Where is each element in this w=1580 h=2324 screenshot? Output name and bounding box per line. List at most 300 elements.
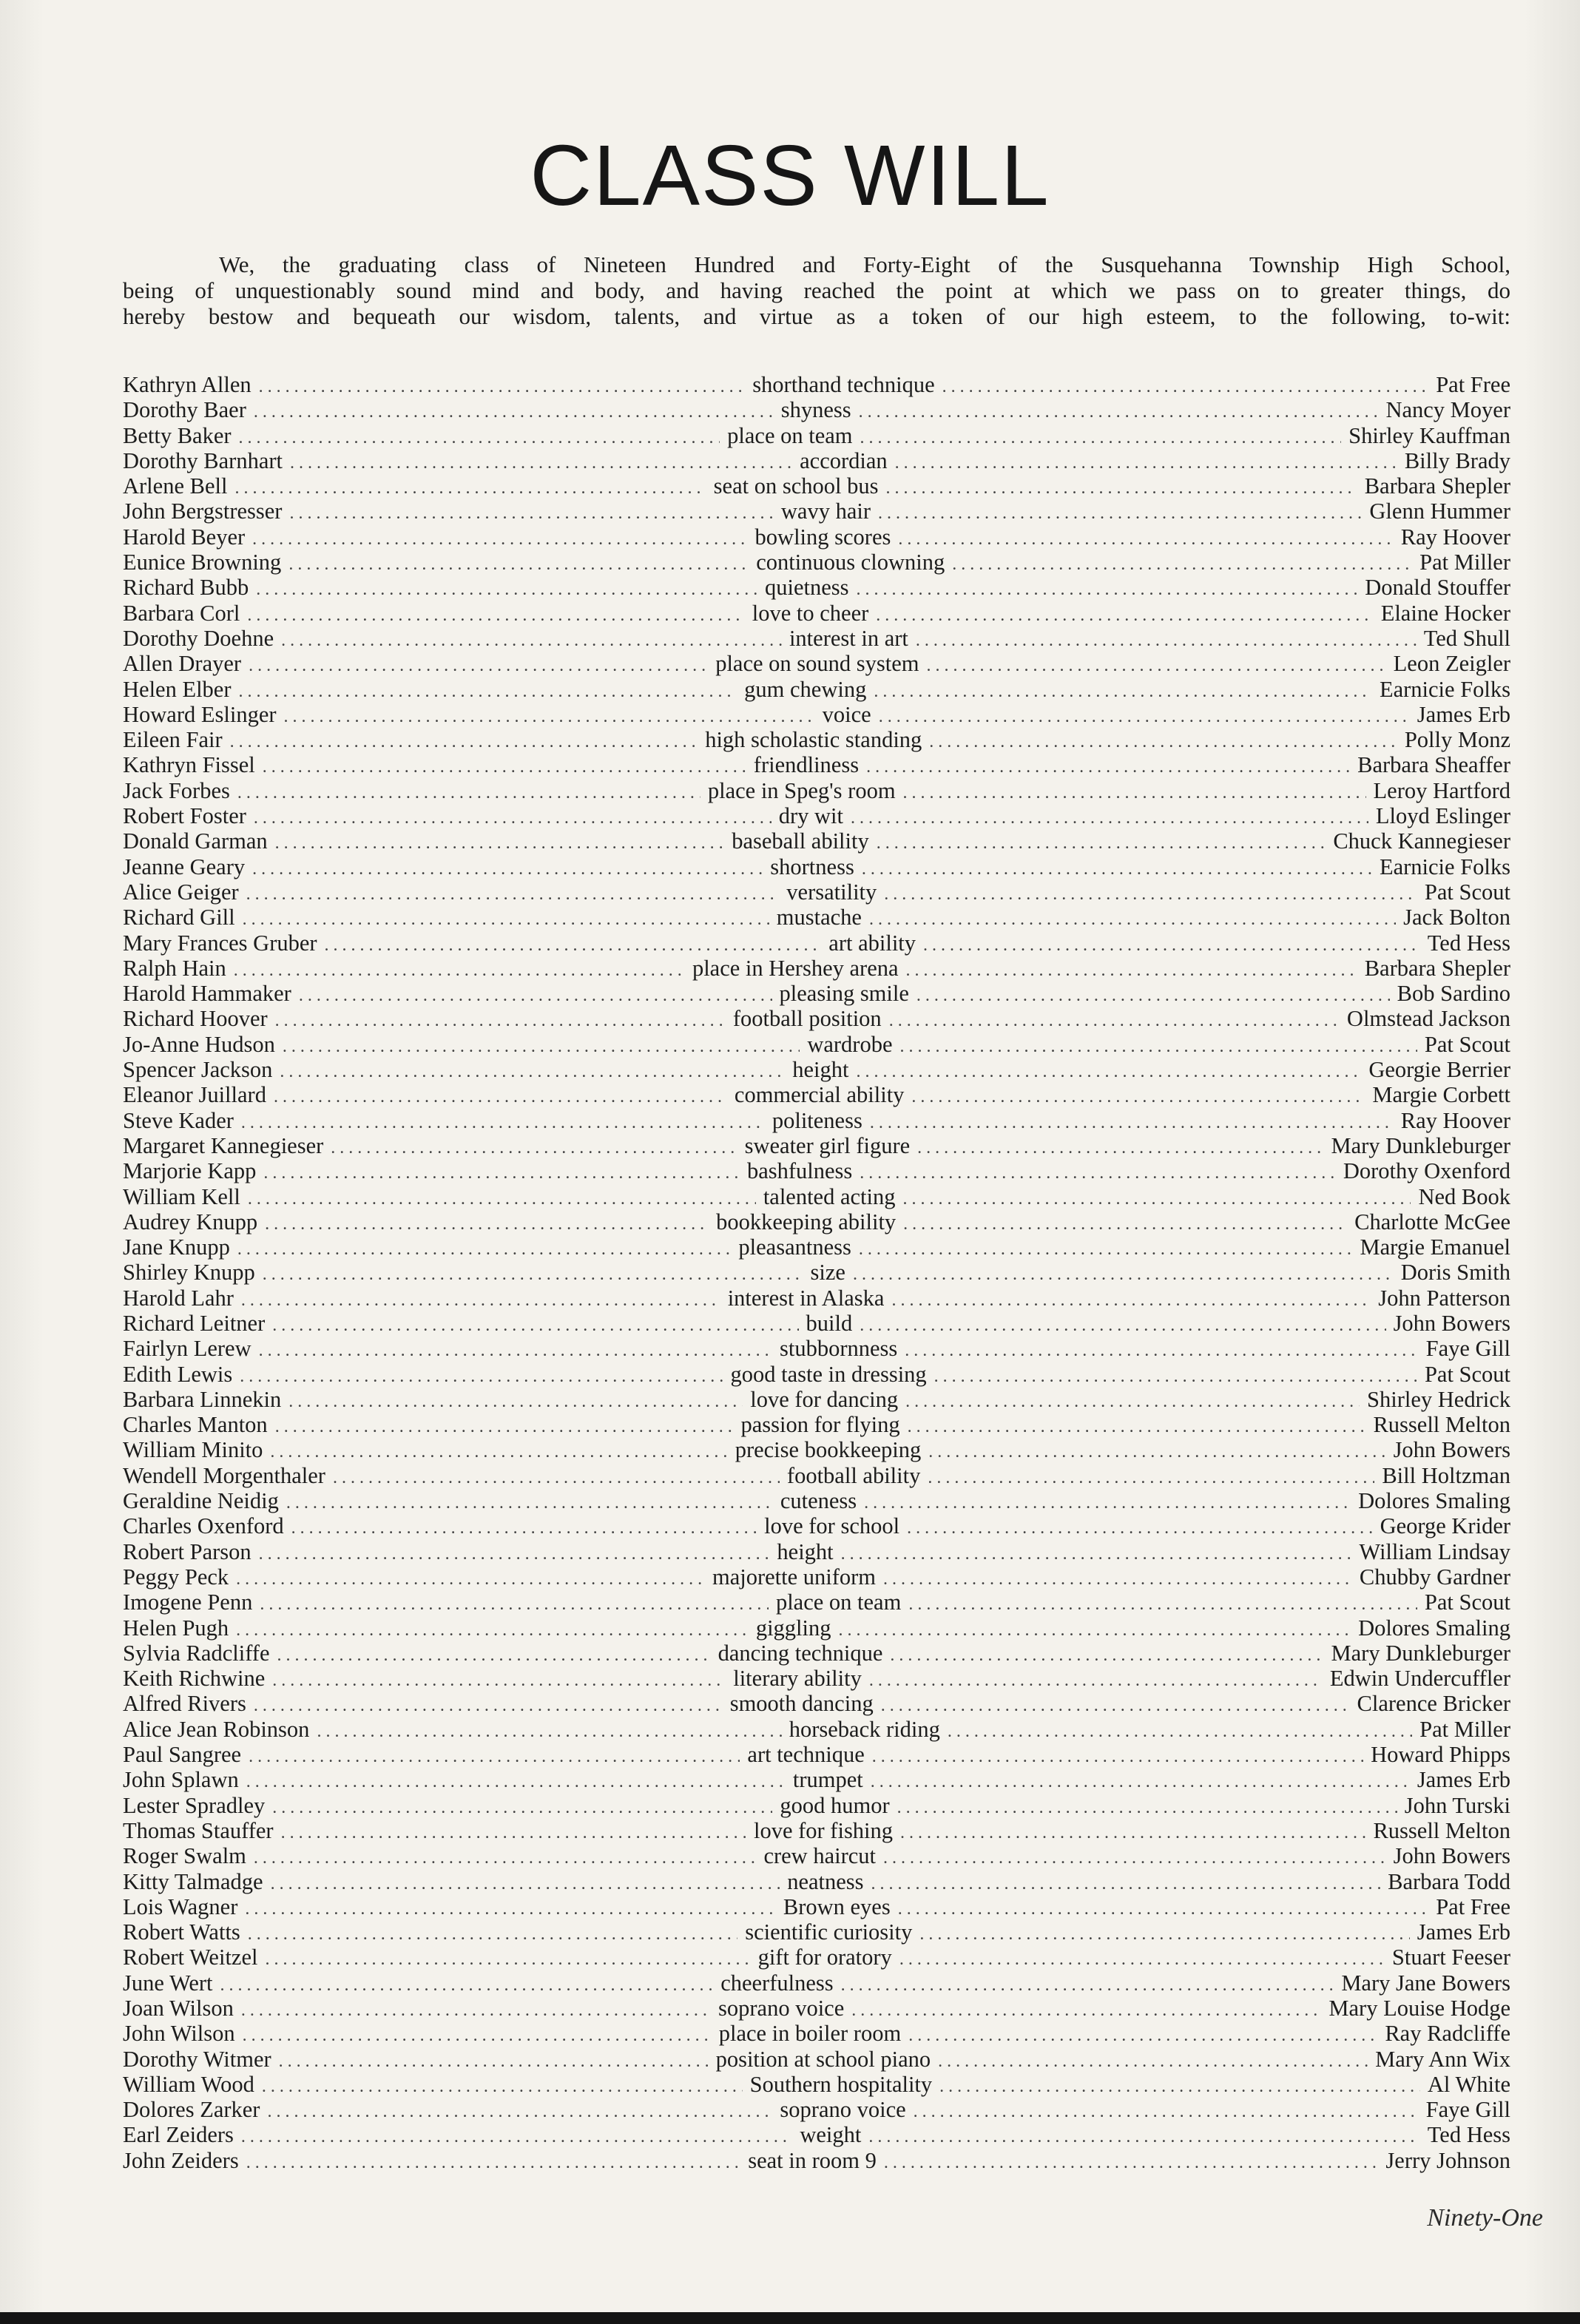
dot-leader xyxy=(862,857,1372,882)
bequest-heir: James Erb xyxy=(1417,1919,1510,1945)
bequest-row xyxy=(123,1818,1510,1843)
dot-leader xyxy=(239,425,720,450)
bequest-giver: Ralph Hain xyxy=(123,955,226,981)
bequest-item: gum chewing xyxy=(744,676,867,702)
dot-leader xyxy=(890,1643,1323,1668)
dot-leader xyxy=(267,2099,772,2124)
bequest-item: height xyxy=(777,1538,834,1564)
bequest-giver: Dorothy Doehne xyxy=(123,625,274,651)
bequest-item: scientific curiosity xyxy=(745,1919,913,1945)
bequest-item: wardrobe xyxy=(807,1031,893,1057)
bequest-row xyxy=(123,752,1510,777)
bequest-row xyxy=(123,1488,1510,1513)
dot-leader xyxy=(864,1490,1351,1516)
dot-leader xyxy=(299,983,772,1008)
bequest-heir: James Erb xyxy=(1417,701,1510,727)
bequest-item: passion for flying xyxy=(740,1412,900,1438)
dot-leader xyxy=(241,1288,720,1313)
dot-leader xyxy=(263,1161,740,1186)
dot-leader xyxy=(908,2023,1377,2048)
dot-leader xyxy=(911,1084,1365,1109)
dot-leader xyxy=(230,729,698,754)
bequest-giver: Margaret Kannegieser xyxy=(123,1132,324,1158)
bequest-row xyxy=(123,1311,1510,1336)
dot-leader xyxy=(243,2023,712,2048)
dot-leader xyxy=(906,958,1357,983)
dot-leader xyxy=(256,577,757,602)
bequest-heir: Dolores Smaling xyxy=(1358,1615,1510,1641)
bequest-giver: Alfred Rivers xyxy=(123,1691,246,1717)
dot-leader xyxy=(903,1212,1347,1237)
bequest-giver: Paul Sangree xyxy=(123,1742,242,1768)
bequest-row xyxy=(123,1843,1510,1868)
dot-leader xyxy=(853,1262,1394,1287)
dot-leader xyxy=(914,2099,1419,2124)
bequest-row xyxy=(123,2148,1510,2173)
bequest-item: football position xyxy=(732,1006,882,1032)
bequest-heir: Doris Smith xyxy=(1400,1260,1511,1286)
bequest-heir: Mary Jane Bowers xyxy=(1341,1970,1511,1996)
bequest-item: quietness xyxy=(764,575,849,601)
bequest-item: cheerfulness xyxy=(720,1970,834,1996)
bequest-row xyxy=(123,1641,1510,1666)
bequest-row xyxy=(123,1539,1510,1564)
bequest-heir: John Patterson xyxy=(1378,1285,1510,1311)
dot-leader xyxy=(254,1693,723,1718)
bequest-item: dancing technique xyxy=(718,1640,883,1666)
bequest-giver: Harold Hammaker xyxy=(123,981,291,1007)
bequest-giver: Kitty Talmadge xyxy=(123,1868,263,1894)
dot-leader xyxy=(234,476,706,501)
dot-leader xyxy=(288,552,749,577)
bequest-row xyxy=(123,2047,1510,2072)
dot-leader xyxy=(898,527,1393,552)
dot-leader xyxy=(866,754,1350,780)
dot-leader xyxy=(277,1643,711,1668)
bequest-item: shortness xyxy=(770,854,854,879)
dot-leader xyxy=(877,831,1326,856)
bequest-giver: Audrey Knupp xyxy=(123,1209,258,1234)
bequest-row xyxy=(123,473,1510,499)
bequest-heir: William Lindsay xyxy=(1359,1538,1510,1564)
bequest-item: size xyxy=(810,1260,845,1286)
dot-leader xyxy=(859,399,1379,425)
dot-leader xyxy=(247,603,744,628)
bequest-row xyxy=(123,1082,1510,1107)
bequest-row xyxy=(123,677,1510,702)
bequest-giver: Peggy Peck xyxy=(123,1564,229,1590)
bequest-giver: John Wilson xyxy=(123,2021,235,2047)
bequest-giver: Dorothy Barnhart xyxy=(123,447,283,473)
bequest-row xyxy=(123,1032,1510,1057)
bequest-item: build xyxy=(806,1310,853,1336)
dot-leader xyxy=(948,1719,1412,1744)
bequest-giver: Robert Watts xyxy=(123,1919,240,1945)
bequest-item: place on team xyxy=(727,422,853,448)
dot-leader xyxy=(934,1364,1417,1389)
dot-leader xyxy=(942,374,1429,399)
dot-leader xyxy=(929,729,1397,754)
bequest-item: love for school xyxy=(764,1513,900,1539)
bequest-heir: Polly Monz xyxy=(1404,727,1511,753)
bequest-item: good taste in dressing xyxy=(730,1361,927,1387)
dot-leader xyxy=(288,1389,743,1414)
bequest-item: art technique xyxy=(747,1742,865,1768)
intro-paragraph xyxy=(123,251,1510,329)
bequest-row xyxy=(123,1260,1510,1285)
bequest-heir: John Bowers xyxy=(1393,1310,1510,1336)
dot-leader xyxy=(899,1034,1417,1059)
bequest-giver: Richard Leitner xyxy=(123,1310,266,1336)
bequest-item: neatness xyxy=(787,1868,864,1894)
bequest-giver: Harold Lahr xyxy=(123,1285,234,1311)
dot-leader xyxy=(265,1212,709,1237)
bequest-giver: Dolores Zarker xyxy=(123,2097,260,2123)
bequest-item: pleasantness xyxy=(738,1234,851,1260)
dot-leader xyxy=(841,1973,1334,1998)
bequest-heir: Lloyd Eslinger xyxy=(1375,803,1510,829)
bequest-giver: Shirley Knupp xyxy=(123,1260,255,1286)
dot-leader xyxy=(237,1237,732,1262)
bequest-heir: Pat Miller xyxy=(1419,1716,1510,1742)
bequest-row xyxy=(123,1970,1510,1996)
bequest-giver: Robert Foster xyxy=(123,803,246,829)
bequest-item: interest in art xyxy=(789,625,908,651)
dot-leader xyxy=(897,1795,1397,1820)
bequest-giver: Barbara Corl xyxy=(123,600,240,626)
dot-leader xyxy=(234,958,685,983)
bequest-row xyxy=(123,499,1510,524)
bequest-row xyxy=(123,1666,1510,1691)
bequest-giver: Eileen Fair xyxy=(123,727,223,753)
bequest-giver: Richard Bubb xyxy=(123,575,249,601)
bequest-giver: Arlene Bell xyxy=(123,473,228,499)
bequest-row xyxy=(123,930,1510,956)
bequest-heir: Faye Gill xyxy=(1425,1336,1510,1362)
bequest-heir: Leon Zeigler xyxy=(1393,651,1511,677)
bequest-row xyxy=(123,854,1510,879)
dot-leader xyxy=(275,1008,726,1033)
bequest-item: love for dancing xyxy=(750,1386,899,1412)
bequest-item: place in boiler room xyxy=(718,2021,902,2047)
dot-leader xyxy=(246,2150,741,2175)
bequest-giver: Alice Jean Robinson xyxy=(123,1716,310,1742)
dot-leader xyxy=(241,1110,765,1135)
dot-leader xyxy=(281,1820,746,1845)
bequest-heir: Ray Hoover xyxy=(1400,1107,1511,1133)
bequest-heir: Shirley Kauffman xyxy=(1348,422,1510,448)
bequest-giver: Kathryn Fissel xyxy=(123,752,255,778)
bequest-item: smooth dancing xyxy=(729,1691,874,1717)
bequest-heir: Billy Brady xyxy=(1404,447,1510,473)
bequest-giver: Wendell Morgenthaler xyxy=(123,1462,325,1488)
dot-leader xyxy=(265,1947,750,1972)
bequest-item: voice xyxy=(822,701,871,727)
bequest-row xyxy=(123,423,1510,448)
bequest-heir: Ned Book xyxy=(1418,1183,1510,1209)
bequest-heir: Dolores Smaling xyxy=(1358,1488,1510,1514)
bequest-row xyxy=(123,702,1510,727)
dot-leader xyxy=(241,1998,711,2023)
dot-leader xyxy=(889,1008,1340,1033)
bequest-giver: Dorothy Baer xyxy=(123,397,246,423)
bequest-row xyxy=(123,1158,1510,1183)
bequest-heir: Margie Emanuel xyxy=(1360,1234,1511,1260)
dot-leader xyxy=(859,1237,1353,1262)
bequest-item: friendliness xyxy=(753,752,860,778)
bequest-item: place on team xyxy=(775,1590,902,1615)
dot-leader xyxy=(871,1769,1410,1794)
bequest-heir: Dorothy Oxenford xyxy=(1343,1158,1510,1184)
bequest-giver: Alice Geiger xyxy=(123,879,239,905)
dot-leader xyxy=(236,1567,705,1592)
bequest-heir: Barbara Todd xyxy=(1388,1868,1511,1894)
bequest-heir: George Krider xyxy=(1380,1513,1511,1539)
bequest-item: crew haircut xyxy=(763,1843,877,1869)
bequest-item: trumpet xyxy=(792,1767,863,1793)
bequest-giver: Jane Knupp xyxy=(123,1234,230,1260)
dot-leader xyxy=(317,1719,781,1744)
bequest-heir: Glenn Hummer xyxy=(1369,499,1510,524)
dot-leader xyxy=(272,1668,726,1693)
bequest-item: pleasing smile xyxy=(779,981,909,1007)
dot-leader xyxy=(259,1541,770,1567)
dot-leader xyxy=(905,1389,1360,1414)
dot-leader xyxy=(252,857,763,882)
dot-leader xyxy=(872,1744,1363,1769)
bequest-giver: Robert Parson xyxy=(123,1538,251,1564)
bequest-item: literary ability xyxy=(733,1666,862,1692)
dot-leader xyxy=(248,1922,737,1947)
bequest-row xyxy=(123,2122,1510,2147)
bequest-row xyxy=(123,626,1510,651)
dot-leader xyxy=(220,1973,714,1998)
dot-leader xyxy=(927,653,1386,678)
bequest-heir: Howard Phipps xyxy=(1371,1742,1511,1768)
dot-leader xyxy=(272,1313,798,1338)
bequest-giver: Eunice Browning xyxy=(123,550,282,575)
bequest-giver: Keith Richwine xyxy=(123,1666,266,1692)
bequest-item: height xyxy=(792,1057,849,1083)
bequest-giver: Dorothy Witmer xyxy=(123,2046,271,2072)
bequest-row xyxy=(123,879,1510,905)
bequest-item: shyness xyxy=(780,397,851,423)
dot-leader xyxy=(246,1769,786,1794)
dot-leader xyxy=(868,2124,1419,2149)
dot-leader xyxy=(898,1896,1428,1922)
bequest-heir: John Turski xyxy=(1404,1792,1510,1818)
bequest-giver: Barbara Linnekin xyxy=(123,1386,282,1412)
bequest-heir: Jack Bolton xyxy=(1403,905,1510,930)
dot-leader xyxy=(243,907,769,932)
bequest-giver: Betty Baker xyxy=(123,422,232,448)
bequest-row xyxy=(123,1590,1510,1615)
bequest-heir: Mary Dunkleburger xyxy=(1331,1132,1511,1158)
bequest-row xyxy=(123,1793,1510,1818)
bequest-row xyxy=(123,651,1510,676)
bequest-giver: Steve Kader xyxy=(123,1107,234,1133)
bequest-row xyxy=(123,1412,1510,1437)
bequest-item: majorette uniform xyxy=(712,1564,877,1590)
dot-leader xyxy=(286,1490,773,1516)
bequest-item: continuous clowning xyxy=(756,550,945,575)
dot-leader xyxy=(905,1338,1418,1363)
dot-leader xyxy=(289,501,773,526)
dot-leader xyxy=(331,1135,737,1161)
bequest-item: weight xyxy=(800,2122,862,2148)
bequest-row xyxy=(123,727,1510,752)
bequest-item: stubbornness xyxy=(779,1336,898,1362)
bequest-giver: Sylvia Radcliffe xyxy=(123,1640,270,1666)
bequest-item: bashfulness xyxy=(746,1158,853,1184)
dot-leader xyxy=(908,1414,1366,1439)
bequest-heir: Faye Gill xyxy=(1425,2097,1510,2123)
bequest-item: versatility xyxy=(786,879,877,905)
dot-leader xyxy=(916,628,1417,653)
dot-leader xyxy=(284,704,815,729)
bequest-item: bookkeeping ability xyxy=(716,1209,897,1234)
dot-leader xyxy=(871,1871,1381,1896)
bequest-giver: Howard Eslinger xyxy=(123,701,277,727)
bequest-heir: Chuck Kannegieser xyxy=(1333,828,1510,854)
bequest-heir: Georgie Berrier xyxy=(1368,1057,1510,1083)
dot-leader xyxy=(245,1896,775,1922)
bequest-item: giggling xyxy=(755,1615,831,1641)
bequest-heir: Donald Stouffer xyxy=(1365,575,1511,601)
bequest-giver: Richard Hoover xyxy=(123,1006,268,1032)
dot-leader xyxy=(860,1161,1336,1186)
dot-leader xyxy=(876,603,1373,628)
bequest-row xyxy=(123,1437,1510,1462)
bequest-row xyxy=(123,981,1510,1006)
bequest-item: good humor xyxy=(780,1792,890,1818)
bequest-giver: Allen Drayer xyxy=(123,651,242,677)
dot-leader xyxy=(869,1668,1323,1693)
dot-leader xyxy=(857,1059,1362,1084)
bequest-giver: John Bergstresser xyxy=(123,499,283,524)
dot-leader xyxy=(928,1465,1374,1490)
dot-leader xyxy=(841,1541,1352,1567)
dot-leader xyxy=(879,704,1410,729)
bequest-giver: Helen Pugh xyxy=(123,1615,229,1641)
dot-leader xyxy=(249,1744,740,1769)
dot-leader xyxy=(248,1186,756,1212)
bequest-item: love for fishing xyxy=(753,1817,894,1843)
bequest-heir: Pat Scout xyxy=(1424,1031,1510,1057)
bequest-heir: Pat Scout xyxy=(1424,1590,1510,1615)
bequest-row xyxy=(123,2021,1510,2046)
bequest-row xyxy=(123,778,1510,803)
bequest-heir: Pat Free xyxy=(1436,1894,1510,1919)
bequest-giver: Geraldine Neidig xyxy=(123,1488,279,1514)
dot-leader xyxy=(891,1288,1371,1313)
dot-leader xyxy=(275,1414,734,1439)
bequest-item: horseback riding xyxy=(789,1716,940,1742)
dot-leader xyxy=(290,450,792,476)
bequest-heir: Earnicie Folks xyxy=(1379,854,1510,879)
page-bottom-edge xyxy=(0,2312,1580,2324)
bequest-giver: June Wert xyxy=(123,1970,213,1996)
bequest-heir: Ted Hess xyxy=(1427,930,1510,956)
dot-leader xyxy=(260,1592,769,1617)
dot-leader xyxy=(240,1364,723,1389)
dot-leader xyxy=(916,983,1390,1008)
bequest-item: gift for oratory xyxy=(757,1945,892,1970)
dot-leader xyxy=(939,2074,1420,2099)
bequest-row xyxy=(123,1717,1510,1742)
bequest-item: position at school piano xyxy=(715,2046,931,2072)
bequest-row xyxy=(123,1463,1510,1488)
bequest-row xyxy=(123,1945,1510,1970)
bequest-row xyxy=(123,1108,1510,1133)
dot-leader xyxy=(252,527,747,552)
bequest-heir: Pat Miller xyxy=(1419,550,1510,575)
bequest-row xyxy=(123,1691,1510,1716)
dot-leader xyxy=(917,1135,1323,1161)
dot-leader xyxy=(241,2124,792,2149)
bequest-list xyxy=(123,372,1510,2173)
bequest-row xyxy=(123,1919,1510,1945)
dot-leader xyxy=(938,2049,1368,2074)
dot-leader xyxy=(928,1439,1385,1465)
bequest-item: art ability xyxy=(828,930,916,956)
bequest-item: soprano voice xyxy=(718,1996,845,2021)
bequest-item: football ability xyxy=(786,1462,921,1488)
bequest-heir: Barbara Shepler xyxy=(1364,955,1510,981)
dot-leader xyxy=(908,1592,1417,1617)
page-number: Ninety-One xyxy=(1427,2204,1543,2232)
dot-leader xyxy=(279,2049,709,2074)
bequest-heir: Charlotte McGee xyxy=(1354,1209,1510,1234)
dot-leader xyxy=(280,1059,785,1084)
dot-leader xyxy=(884,2150,1379,2175)
dot-leader xyxy=(325,933,822,958)
dot-leader xyxy=(857,577,1358,602)
bequest-row xyxy=(123,1286,1510,1311)
bequest-row xyxy=(123,828,1510,854)
bequest-giver: Jo-Anne Hudson xyxy=(123,1031,275,1057)
bequest-giver: Charles Manton xyxy=(123,1412,268,1438)
bequest-item: bowling scores xyxy=(754,524,891,550)
bequest-giver: John Splawn xyxy=(123,1767,239,1793)
bequest-heir: Olmstead Jackson xyxy=(1346,1006,1511,1032)
bequest-row xyxy=(123,1133,1510,1158)
bequest-item: soprano voice xyxy=(780,2097,906,2123)
bequest-giver: Spencer Jackson xyxy=(123,1057,273,1083)
bequest-row xyxy=(123,575,1510,600)
bequest-item: politeness xyxy=(772,1107,862,1133)
dot-leader xyxy=(899,1947,1385,1972)
bequest-row xyxy=(123,1513,1510,1538)
dot-leader xyxy=(263,1262,803,1287)
bequest-giver: Richard Gill xyxy=(123,905,235,930)
bequest-heir: Bill Holtzman xyxy=(1382,1462,1511,1488)
intro-line: hereby bestow and bequeath our wisdom, talents, and virtue as a token of our high esteem, to the following, to-wit: xyxy=(123,303,1510,329)
bequest-row xyxy=(123,1057,1510,1082)
bequest-row xyxy=(123,1006,1510,1031)
dot-leader xyxy=(239,679,737,704)
dot-leader xyxy=(291,1516,757,1541)
bequest-row xyxy=(123,1767,1510,1792)
dot-leader xyxy=(952,552,1412,577)
bequest-heir: Leroy Hartford xyxy=(1373,777,1511,803)
bequest-giver: Jack Forbes xyxy=(123,777,230,803)
dot-leader xyxy=(869,907,1396,932)
bequest-giver: William Wood xyxy=(123,2071,254,2097)
dot-leader xyxy=(838,1618,1351,1643)
dot-leader xyxy=(270,1439,727,1465)
dot-leader xyxy=(923,933,1420,958)
